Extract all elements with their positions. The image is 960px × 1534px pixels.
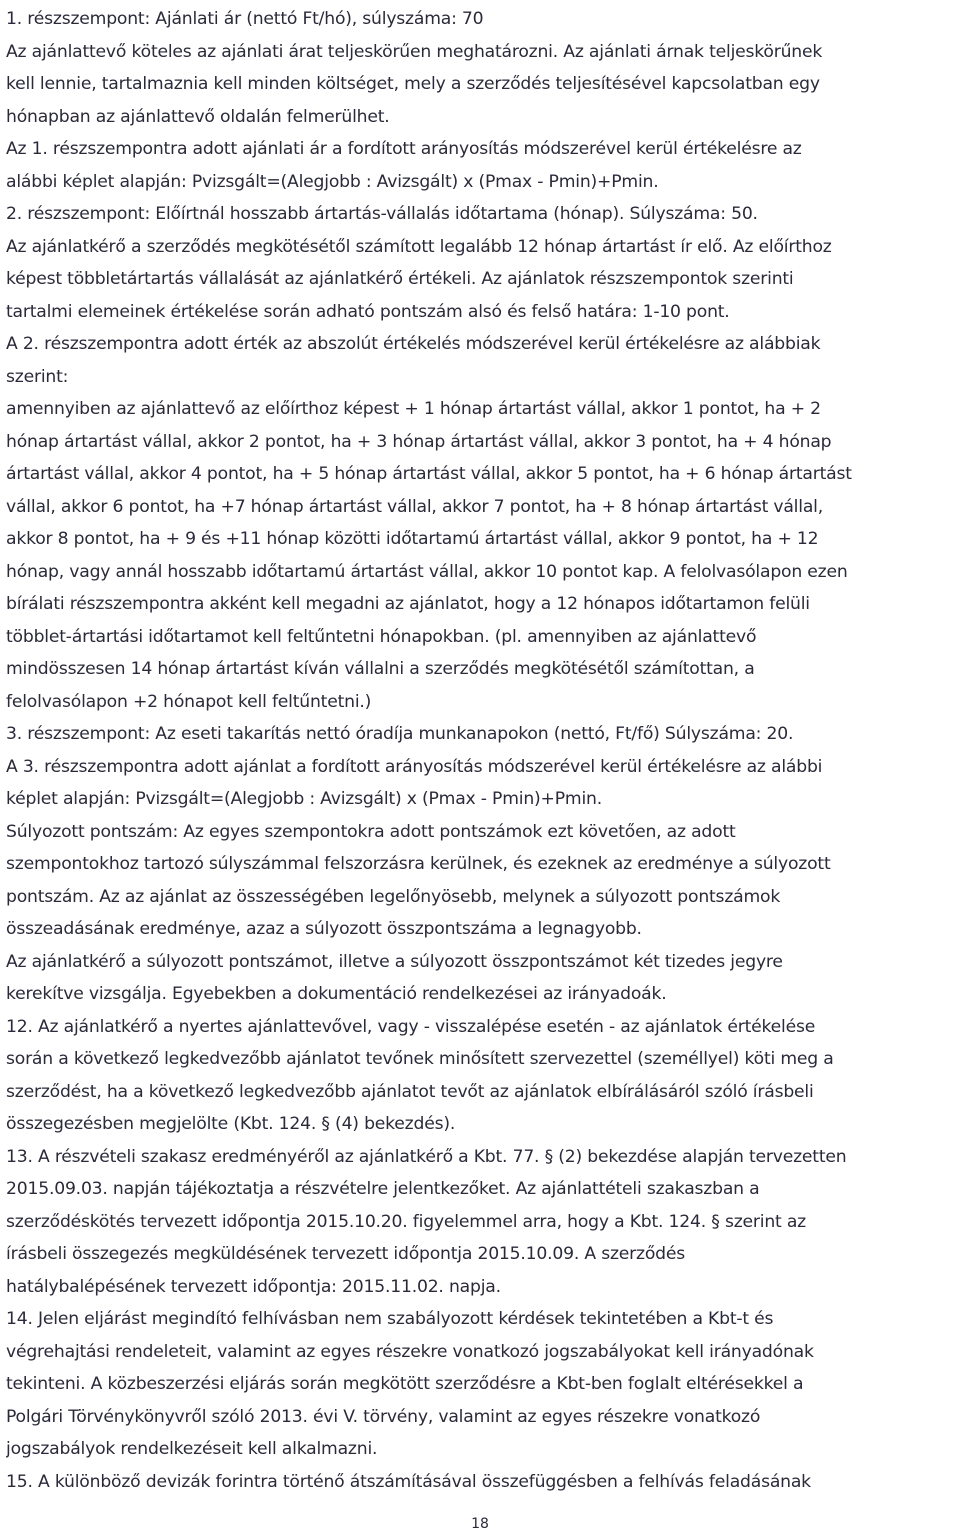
text-line: tekinteni. A közbeszerzési eljárás során megkötött szerződésre a Kbt-ben foglalt eltérésekkel a [6,1374,804,1394]
document-body [6,3,958,1498]
text-line: 15. A különböző devizák forintra történő átszámításával összefüggésben a felhívás feladásának [6,1471,811,1492]
text-line: Az 1. részszempontra adott ajánlati ár a fordított arányosítás módszerével kerül értékelésre az [6,139,802,159]
text-line: Súlyozott pontszám: Az egyes szempontokra adott pontszámok ezt követően, az adott [6,821,736,842]
text-line: Polgári Törvénykönyvről szóló 2013. évi V. törvény, valamint az egyes részekre vonatkozó [6,1406,761,1427]
text-line: bírálati részszempontra akként kell megadni az ajánlatot, hogy a 12 hónapos időtartamon felüli [6,594,810,614]
text-line: Az ajánlatkérő a szerződés megkötésétől számított legalább 12 hónap ártartást ír elő. Az előírthoz [6,236,832,257]
text-line: alábbi képlet alapján: Pvizsgált=(Alegjobb : Avizsgált) x (Pmax - Pmin)+Pmin. [6,171,659,192]
text-line: hónap, vagy annál hosszabb időtartamú ártartást vállal, akkor 10 pontot kap. A felolvasólapon ezen [6,561,848,582]
text-line: kerekítve vizsgálja. Egyebekben a dokumentáció rendelkezései az irányadoák. [6,984,667,1004]
text-line: végrehajtási rendeleteit, valamint az egyes részekre vonatkozó jogszabályokat kell irányadónak [6,1341,814,1362]
text-line: hónap ártartást vállal, akkor 2 pontot, ha + 3 hónap ártartást vállal, akkor 3 pontot, ha + 4 hónap [6,431,832,452]
text-line: pontszám. Az az ajánlat az összességében legelőnyösebb, melynek a súlyozott pontszámok [6,886,781,907]
text-line: összeadásának eredménye, azaz a súlyozott összpontszáma a legnagyobb. [6,919,642,939]
text-line: akkor 8 pontot, ha + 9 és +11 hónap közötti időtartamú ártartást vállal, akkor 9 pontot, ha + 12 [6,529,819,549]
text-line: képlet alapján: Pvizsgált=(Alegjobb : Avizsgált) x (Pmax - Pmin)+Pmin. [6,789,602,809]
text-line: Az ajánlatkérő a súlyozott pontszámot, illetve a súlyozott összpontszámot két tizedes jegyre [6,951,783,972]
text-line: 3. részszempont: Az eseti takarítás nettó óradíja munkanapokon (nettó, Ft/fő) Súlyszáma: 20. [6,724,794,744]
text-line: kell lennie, tartalmaznia kell minden költséget, mely a szerződés teljesítésével kapcsolatban egy [6,74,820,94]
text-line: mindösszesen 14 hónap ártartást kíván vállalni a szerződés megkötésétől számítottan, a [6,659,755,679]
text-line: ártartást vállal, akkor 4 pontot, ha + 5 hónap ártartást vállal, akkor 5 pontot, ha + 6 hónap ártartást [6,464,852,484]
text-line: 13. A részvételi szakasz eredményéről az ajánlatkérő a Kbt. 77. § (2) bekezdése alapján tervezetten [6,1146,847,1167]
text-line: Az ajánlattevő köteles az ajánlati árat teljeskörűen meghatározni. Az ajánlati árnak teljeskörűnek [6,41,823,62]
text-line: szerint: [6,366,69,387]
text-line: A 2. részszempontra adott érték az abszolút értékelés módszerével kerül értékelésre az alábbiak [6,334,821,354]
text-line: hónapban az ajánlattevő oldalán felmerülhet. [6,106,390,127]
text-line: többlet-ártartási időtartamot kell feltűntetni hónapokban. (pl. amennyiben az ajánlattevő [6,626,757,647]
text-line: képest többletártartás vállalását az ajánlatkérő értékeli. Az ajánlatok részszempontok szerinti [6,269,794,289]
text-line: 14. Jelen eljárást megindító felhívásban nem szabályozott kérdések tekintetében a Kbt-t és [6,1309,774,1329]
text-line: 2015.09.03. napján tájékoztatja a részvételre jelentkezőket. Az ajánlattételi szakaszban a [6,1179,760,1199]
text-line: szerződéskötés tervezett időpontja 2015.10.20. figyelemmel arra, hogy a Kbt. 124. § szerint az [6,1211,806,1232]
text-line: összegezésben megjelölte (Kbt. 124. § (4) bekezdés). [6,1114,456,1134]
text-line: amennyiben az ajánlattevő az előírthoz képest + 1 hónap ártartást vállal, akkor 1 pontot, ha + 2 [6,399,821,419]
text-line: felolvasólapon +2 hónapot kell feltűntetni.) [6,691,372,712]
text-line: A 3. részszempontra adott ajánlat a fordított arányosítás módszerével kerül értékelésre az alábbi [6,756,823,777]
text-line: jogszabályok rendelkezéseit kell alkalmazni. [6,1439,378,1459]
text-line: 1. részszempont: Ajánlati ár (nettó Ft/hó), súlyszáma: 70 [6,9,484,29]
text-line: szerződést, ha a következő legkedvezőbb ajánlatot tevőt az ajánlatok elbírálásáról szóló írásbeli [6,1081,814,1102]
text-line: hatálybalépésének tervezett időpontja: 2015.11.02. napja. [6,1276,501,1297]
page-number: 18 [471,1516,489,1532]
text-line: tartalmi elemeinek értékelése során adható pontszám alsó és felső határa: 1-10 pont. [6,301,730,322]
text-line: vállal, akkor 6 pontot, ha +7 hónap ártartást vállal, akkor 7 pontot, ha + 8 hónap ártartást vállal, [6,496,824,517]
text-line: során a következő legkedvezőbb ajánlatot tevőnek minősített szervezettel (személlyel) köti meg a [6,1049,834,1069]
text-line: szempontokhoz tartozó súlyszámmal felszorzásra kerülnek, és ezeknek az eredménye a súlyozott [6,854,831,874]
text-line: 12. Az ajánlatkérő a nyertes ajánlattevővel, vagy - visszalépése esetén - az ajánlatok értékelése [6,1016,816,1037]
text-line: írásbeli összegezés megküldésének tervezett időpontja 2015.10.09. A szerződés [6,1244,686,1264]
text-line: 2. részszempont: Előírtnál hosszabb ártartás-vállalás időtartama (hónap). Súlyszáma: 50. [6,204,758,224]
